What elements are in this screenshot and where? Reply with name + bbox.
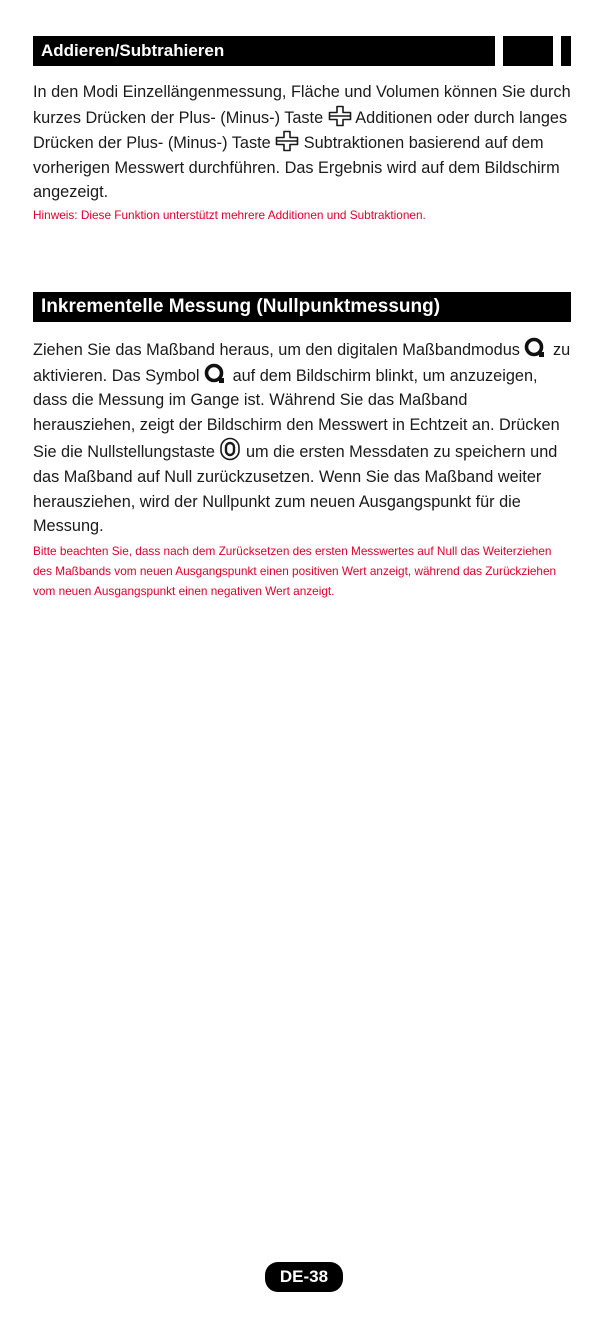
body-text: Additionen oder durch langes Drücken der Plus- (Minus-) Taste <box>33 108 568 153</box>
page-number: DE-38 <box>265 1262 343 1292</box>
section-heading: Addieren/Subtrahieren <box>41 41 225 60</box>
body-text: In den Modi Einzellängenmessung, Fläche und Volumen können Sie durch kurzes Drücken der Plus- (Minus-) Taste <box>33 83 571 127</box>
section-note: Hinweis: Diese Funktion unterstützt mehrere Additionen und Subtraktionen. <box>33 207 426 222</box>
body-text: Subtraktionen basierend auf dem vorherigen Messwert durchführen. Das Ergebnis wird auf dem Bildschirm angezeigt. <box>33 134 560 202</box>
header-divider <box>495 36 503 66</box>
body-text: Ziehen Sie das Maßband heraus, um den digitalen Maßbandmodus <box>33 341 520 359</box>
body-text: um die ersten Messdaten zu speichern und das Maßband auf Null zurückzusetzen. Wenn Sie das Maßband weiter herausziehen, wird der Nullpunkt zum neuen Ausgangspunkt für die Messung. <box>33 443 558 536</box>
body-text: auf dem Bildschirm blinkt, um anzuzeigen, dass die Messung im Gange ist. Während Sie das Maßband herausziehen, zeigt der Bildschirm den Messwert in Echtzeit an. Drücken Sie die Nullstellungstaste <box>33 366 560 462</box>
plus-minus-key-icon <box>328 105 352 127</box>
section-body <box>33 80 571 205</box>
section-heading-bar <box>33 36 571 66</box>
section-note: Bitte beachten Sie, dass nach dem Zurücksetzen des ersten Messwertes auf Null das Weiterziehen des Maßbands vom neuen Ausgangspunkt einen positiven Wert anzeigt, während das Zurückziehen vom neuen Ausgangspunkt einen negativen Wert anzeigt. <box>33 543 557 598</box>
tape-measure-mode-icon <box>204 363 228 385</box>
section-body <box>33 337 571 539</box>
section-heading-bar <box>33 292 571 322</box>
tape-measure-mode-icon <box>524 337 548 359</box>
header-divider <box>553 36 561 66</box>
zero-reset-key-icon <box>219 437 241 461</box>
body-text: zu aktivieren. Das Symbol <box>33 341 571 385</box>
section-heading: Inkrementelle Messung (Nullpunktmessung) <box>41 296 441 317</box>
section-add-subtract <box>33 36 571 225</box>
plus-minus-key-icon <box>275 130 299 152</box>
section-incremental-measurement <box>33 292 571 601</box>
